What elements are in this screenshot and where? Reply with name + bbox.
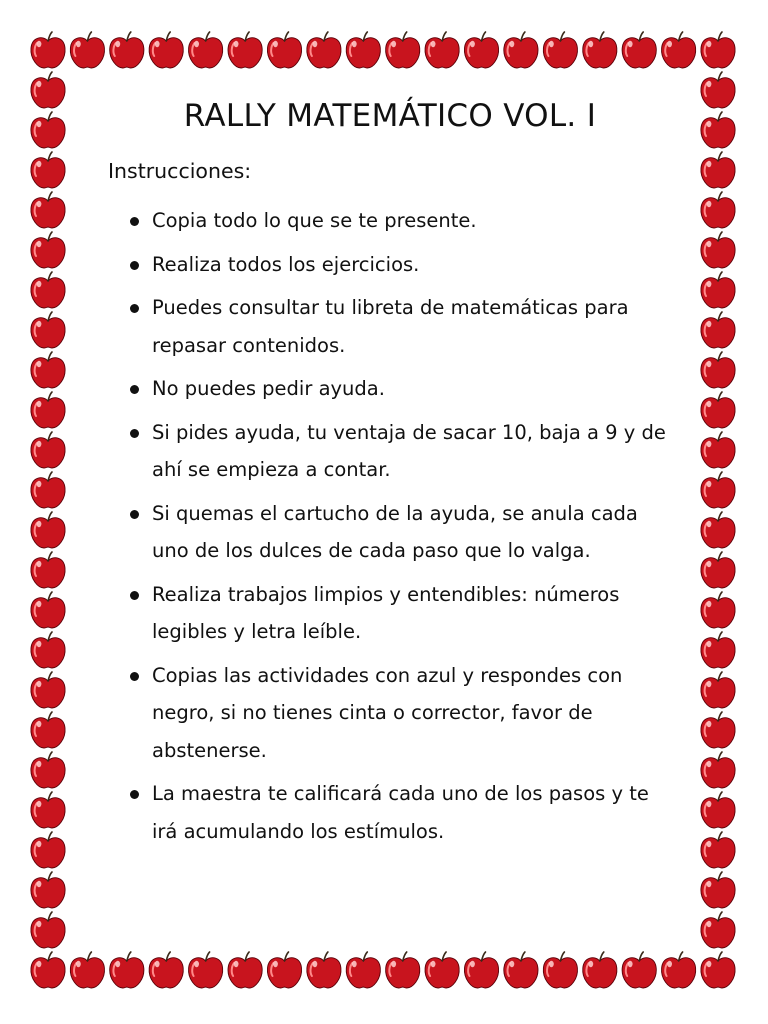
apple-icon (31, 792, 65, 828)
apple-icon (701, 952, 735, 988)
apple-icon (701, 232, 735, 268)
apple-icon (31, 632, 65, 668)
apple-icon (31, 272, 65, 308)
bullet-icon (130, 217, 139, 226)
apple-icon (701, 152, 735, 188)
apple-icon (701, 672, 735, 708)
instruction-item (100, 495, 680, 570)
instructions-heading: Instrucciones: (108, 159, 252, 183)
apple-icon (504, 32, 538, 68)
apple-icon (701, 792, 735, 828)
apple-icon (31, 32, 65, 68)
bullet-icon (130, 790, 139, 799)
apple-icon (701, 832, 735, 868)
bullet-icon (130, 510, 139, 519)
instruction-item (100, 576, 680, 651)
apple-icon (31, 552, 65, 588)
apple-icon (701, 912, 735, 948)
apple-icon (70, 952, 104, 988)
instruction-item (100, 202, 680, 240)
bullet-icon (130, 429, 139, 438)
page-title: RALLY MATEMÁTICO VOL. I (183, 98, 597, 134)
apple-icon (583, 952, 617, 988)
apple-icon (701, 112, 735, 148)
apple-icon (31, 312, 65, 348)
apple-icon (662, 32, 696, 68)
apple-icon (31, 392, 65, 428)
apple-icon (31, 672, 65, 708)
apple-icon (31, 872, 65, 908)
instruction-list (100, 202, 680, 850)
apple-icon (189, 952, 223, 988)
apple-icon (189, 32, 223, 68)
instruction-text: La maestra te calificará cada uno de los pasos y te irá acumulando los estímulos. (152, 782, 649, 843)
apple-icon (149, 32, 183, 68)
apple-icon (31, 512, 65, 548)
bullet-icon (130, 672, 139, 681)
apple-icon (543, 952, 577, 988)
apple-icon (346, 32, 380, 68)
apple-icon (31, 192, 65, 228)
apple-icon (31, 72, 65, 108)
instruction-item (100, 370, 680, 408)
apple-icon (31, 712, 65, 748)
apple-icon (701, 312, 735, 348)
apple-icon (701, 32, 735, 68)
apple-icon (701, 752, 735, 788)
apple-icon (701, 512, 735, 548)
bullet-icon (130, 385, 139, 394)
apple-icon (31, 752, 65, 788)
apple-icon (701, 272, 735, 308)
apple-icon (701, 192, 735, 228)
apple-icon (307, 952, 341, 988)
apple-icon (701, 352, 735, 388)
apple-icon (464, 32, 498, 68)
apple-icon (31, 352, 65, 388)
apple-icon (543, 32, 577, 68)
apple-icon (267, 952, 301, 988)
apple-icon (583, 32, 617, 68)
apple-icon (31, 232, 65, 268)
apple-icon (464, 952, 498, 988)
instruction-text: Si quemas el cartucho de la ayuda, se anula cada uno de los dulces de cada paso que lo valga. (152, 501, 638, 562)
apple-icon (31, 592, 65, 628)
instruction-item (100, 657, 680, 770)
apple-icon (386, 32, 420, 68)
apple-icon (149, 952, 183, 988)
instruction-text: No puedes pedir ayuda. (152, 377, 385, 400)
apple-icon (346, 952, 380, 988)
apple-icon (701, 392, 735, 428)
apple-icon (622, 32, 656, 68)
instruction-text: Realiza trabajos limpios y entendibles: números legibles y letra leíble. (152, 582, 620, 643)
bullet-icon (130, 591, 139, 600)
apple-icon (228, 32, 262, 68)
apple-icon (31, 952, 65, 988)
instruction-item (100, 775, 680, 850)
apple-icon (701, 712, 735, 748)
apple-icon (267, 32, 301, 68)
document-body (100, 90, 680, 856)
apple-icon (701, 472, 735, 508)
instruction-item (100, 246, 680, 284)
apple-icon (70, 32, 104, 68)
instruction-item (100, 414, 680, 489)
apple-icon (31, 472, 65, 508)
apple-icon (31, 152, 65, 188)
apple-icon (228, 952, 262, 988)
apple-icon (31, 112, 65, 148)
instruction-text: Realiza todos los ejercicios. (152, 252, 420, 276)
apple-icon (701, 552, 735, 588)
apple-icon (622, 952, 656, 988)
apple-icon (662, 952, 696, 988)
apple-icon (31, 912, 65, 948)
instruction-text: Copias las actividades con azul y respondes con negro, si no tienes cinta o corrector, favor de abstenerse. (152, 663, 623, 762)
apple-icon (425, 32, 459, 68)
apple-icon (504, 952, 538, 988)
apple-icon (701, 432, 735, 468)
apple-icon (701, 592, 735, 628)
apple-icon (701, 72, 735, 108)
apple-icon (701, 872, 735, 908)
instruction-item (100, 289, 680, 364)
bullet-icon (130, 261, 139, 270)
instruction-text: Puedes consultar tu libreta de matemáticas para repasar contenidos. (152, 296, 629, 357)
apple-icon (701, 632, 735, 668)
apple-icon (386, 952, 420, 988)
apple-icon (110, 952, 144, 988)
instruction-text: Si pides ayuda, tu ventaja de sacar 10, baja a 9 y de ahí se empieza a contar. (152, 420, 666, 481)
bullet-icon (130, 304, 139, 313)
apple-icon (425, 952, 459, 988)
apple-icon (307, 32, 341, 68)
apple-icon (31, 432, 65, 468)
instruction-text: Copia todo lo que se te presente. (152, 209, 477, 232)
apple-icon (110, 32, 144, 68)
apple-icon (31, 832, 65, 868)
